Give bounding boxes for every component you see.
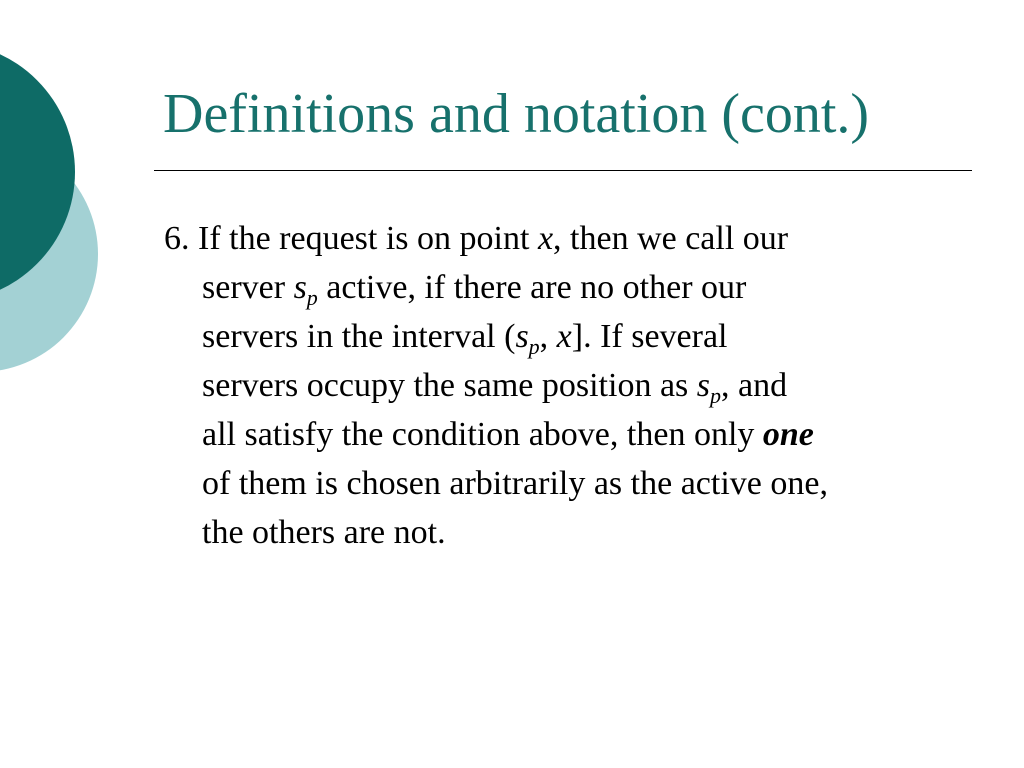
variable-x: x — [537, 220, 554, 257]
paragraph-line-2: server $s_p$ active, if there are no other our — [202, 269, 747, 310]
variable-s: s — [293, 269, 307, 306]
paragraph-line-3: servers in the interval ($s_p$, x]. If several — [202, 318, 728, 359]
variable-x: x — [556, 318, 572, 355]
emphasis-one: one — [762, 416, 814, 453]
paragraph-line-5: all satisfy the condition above, then only one — [202, 416, 814, 453]
paragraph-line-6: of them is chosen arbitrarily as the active one, — [202, 465, 828, 502]
paragraph-line-7: the others are not. — [202, 514, 446, 551]
paragraph-line-1: 6. If the request is on point x, then we call our — [164, 220, 789, 257]
paragraph-line-4: servers occupy the same position as $s_p$, and — [202, 367, 788, 408]
subscript-p: p — [710, 383, 721, 408]
subscript-p: p — [306, 285, 318, 310]
decorative-circles — [0, 0, 110, 410]
variable-s: s — [696, 367, 710, 404]
slide-title: Definitions and notation (cont.) — [163, 83, 870, 145]
title-divider — [154, 170, 972, 171]
subscript-p: p — [528, 334, 540, 359]
definition-paragraph — [164, 214, 994, 557]
item-number: 6. — [164, 220, 190, 257]
variable-s: s — [515, 318, 529, 355]
